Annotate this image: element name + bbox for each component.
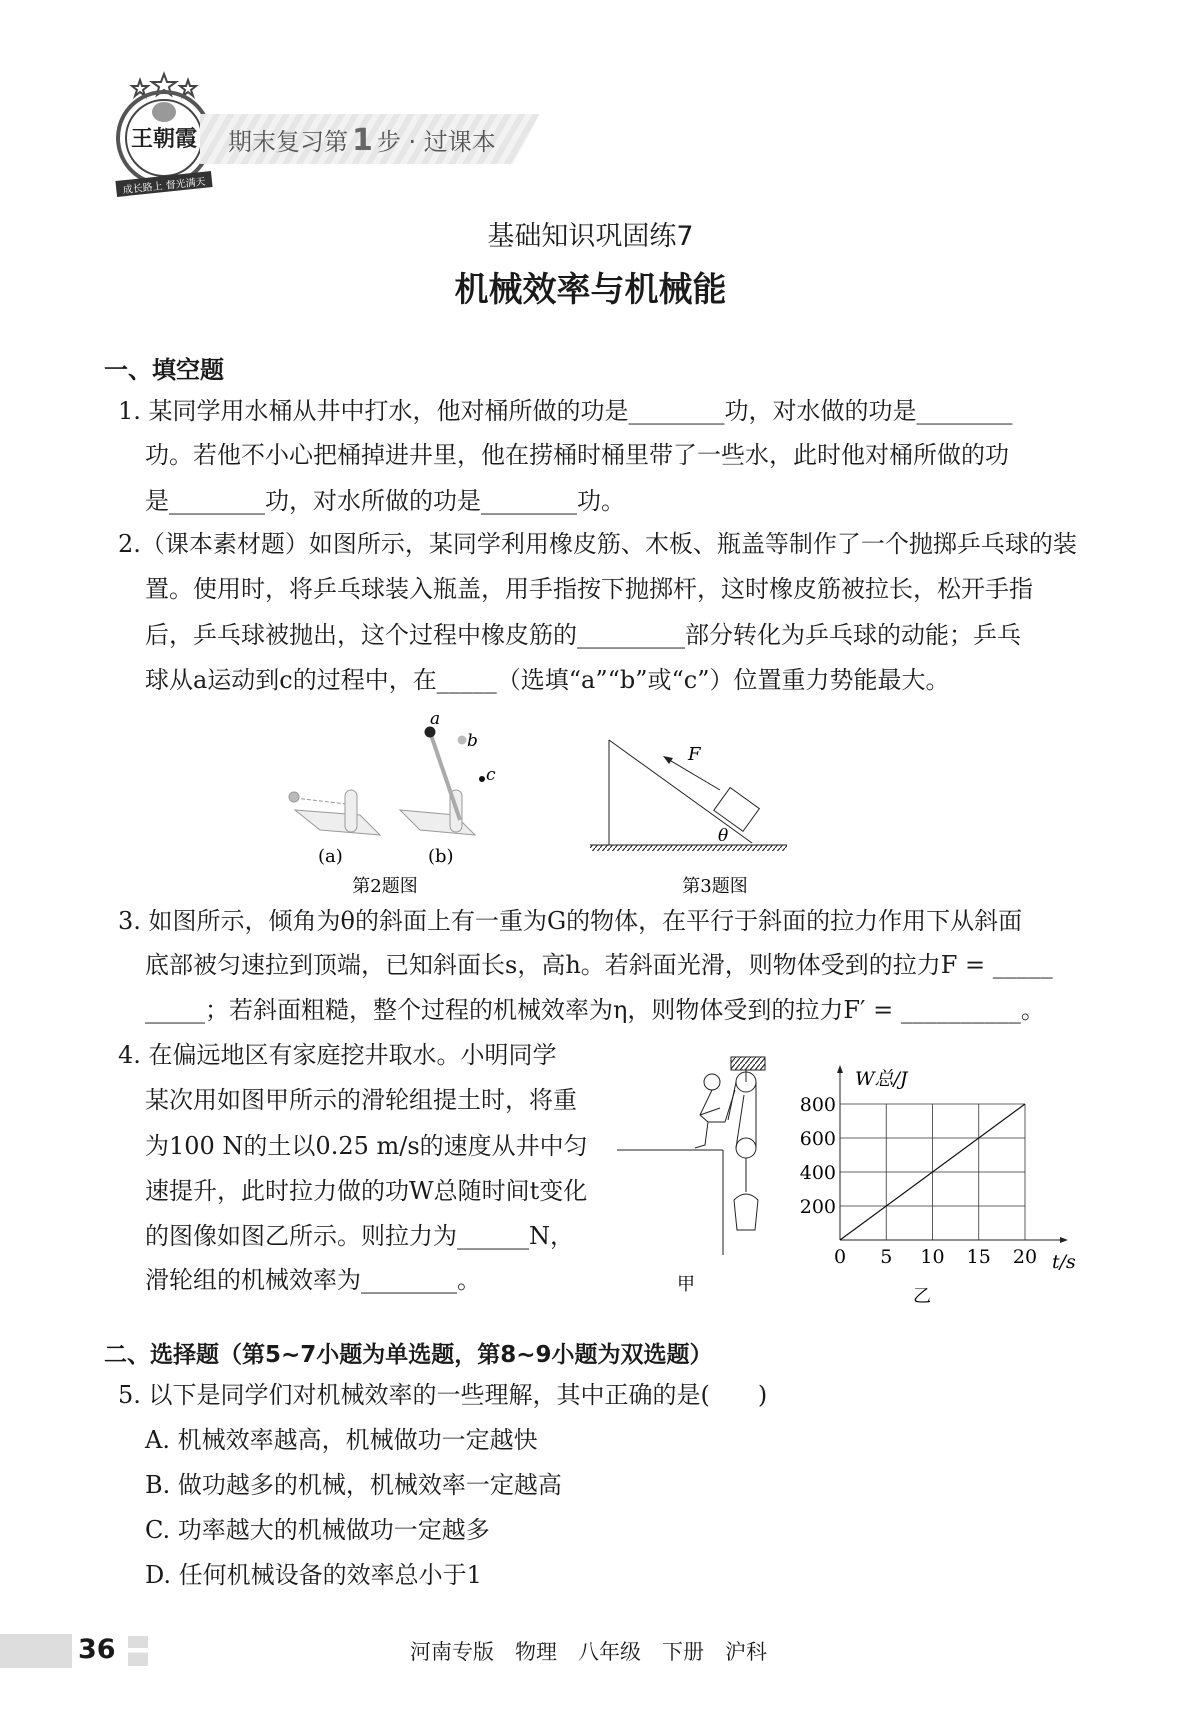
- q3-line: _____；若斜面粗糙，整个过程的机械效率为η，则物体受到的拉力F′ = __________。: [145, 996, 1045, 1024]
- q2-line: 球从a运动到c的过程中，在_____（选填“a”“b”或“c”）位置重力势能最大。: [145, 666, 950, 694]
- q5-stem: 5. 以下是同学们对机械效率的一些理解，其中正确的是( ): [118, 1381, 768, 1409]
- banner-step: 1: [352, 123, 373, 158]
- work-time-chart: [780, 1050, 1090, 1310]
- q5-option-a[interactable]: A. 机械效率越高，机械做功一定越快: [145, 1426, 538, 1454]
- logo-text: 王朝霞: [130, 126, 198, 152]
- x-tick-label: 20: [1012, 1246, 1038, 1268]
- banner-prefix: 期末复习第: [228, 128, 348, 156]
- q3-line: 底部被匀速拉到顶端，已知斜面长s，高h。若斜面光滑，则物体受到的拉力F = _____: [145, 951, 1053, 979]
- page-number: 36: [78, 1634, 116, 1665]
- q4-line: 4. 在偏远地区有家庭挖井取水。小明同学: [118, 1041, 557, 1069]
- q3-line: 3. 如图所示，倾角为θ的斜面上有一重为G的物体，在平行于斜面的拉力作用下从斜面: [118, 907, 1023, 935]
- point-a-label: a: [430, 710, 441, 729]
- figure-jia-label: 甲: [677, 1274, 695, 1295]
- q2-line: 后，乒乓球被抛出，这个过程中橡皮筋的_________部分转化为乒乓球的动能；乒乓: [145, 621, 1021, 649]
- q1-line: 1. 某同学用水桶从井中打水，他对桶所做的功是________功，对水做的功是________: [118, 397, 1013, 425]
- y-tick-label: 400: [799, 1162, 836, 1184]
- y-axis-label: W总/J: [855, 1068, 908, 1090]
- figure-yi-label: 乙: [913, 1286, 931, 1307]
- q5-option-c[interactable]: C. 功率越大的机械做功一定越多: [145, 1516, 490, 1544]
- page-title: 机械效率与机械能: [454, 270, 727, 310]
- y-tick-label: 200: [799, 1196, 836, 1218]
- q5-option-b[interactable]: B. 做功越多的机械，机械效率一定越高: [145, 1471, 562, 1499]
- banner-suffix: 步 · 过课本: [376, 128, 496, 156]
- section-heading-multiple-choice: 二、选择题（第5~7小题为单选题，第8~9小题为双选题）: [104, 1342, 713, 1368]
- banner-title: [228, 122, 496, 158]
- q2-line: 2.（课本素材题）如图所示，某同学利用橡皮筋、木板、瓶盖等制作了一个抛掷乒乓球的装: [118, 530, 1077, 558]
- logo-slogan: 成长路上 督光满天: [122, 176, 207, 197]
- x-axis-label: t/s: [1052, 1251, 1076, 1273]
- x-tick-label: 15: [966, 1246, 991, 1268]
- subtitle: 基础知识巩固练7: [487, 221, 694, 252]
- x-tick-label: 0: [833, 1246, 847, 1268]
- y-axis-arrow: [837, 1065, 843, 1073]
- q4-line: 速提升，此时拉力做的功W总随时间t变化: [145, 1177, 588, 1205]
- point-c-label: c: [486, 765, 496, 785]
- footer-squares: [128, 1636, 148, 1666]
- q1-line: 功。若他不小心把桶掉进井里，他在捞桶时桶里带了一些水，此时他对桶所做的功: [145, 441, 1009, 469]
- q2-line: 置。使用时，将乒乓球装入瓶盖，用手指按下抛掷杆，这时橡皮筋被拉长，松开手指: [145, 575, 1033, 603]
- q4-line: 滑轮组的机械效率为________。: [145, 1266, 481, 1294]
- section-heading-fill-in: 一、填空题: [104, 356, 224, 384]
- y-tick-label: 600: [799, 1128, 836, 1150]
- figure-2-caption: 第2题图: [352, 876, 418, 897]
- block: [714, 788, 760, 832]
- q1-line: 是________功，对水所做的功是________功。: [145, 487, 625, 515]
- book-info: 河南专版 物理 八年级 下册 沪科: [410, 1640, 767, 1664]
- sub-figure-a-label: (a): [318, 846, 343, 867]
- x-axis-arrow: [1060, 1237, 1068, 1243]
- force-label: F: [688, 744, 701, 765]
- catapult-a-image: [289, 790, 380, 835]
- point-b-label: b: [467, 731, 478, 751]
- q4-line: 为100 N的土以0.25 m/s的速度从井中匀: [145, 1132, 588, 1160]
- y-tick-label: 800: [799, 1094, 836, 1116]
- q5-option-d[interactable]: D. 任何机械设备的效率总小于1: [145, 1561, 482, 1589]
- figure-2-catapult: [280, 710, 540, 900]
- x-tick-label: 10: [920, 1246, 945, 1268]
- q4-line: 的图像如图乙所示。则拉力为______N，: [145, 1222, 574, 1250]
- sub-figure-b-label: (b): [428, 846, 454, 867]
- x-tick-label: 5: [880, 1246, 893, 1268]
- figure-3-caption: 第3题图: [682, 876, 748, 897]
- angle-label: θ: [718, 826, 729, 846]
- figure-3-incline: [580, 710, 810, 900]
- footer-bar: [0, 1634, 72, 1668]
- q4-line: 某次用如图甲所示的滑轮组提土时，将重: [145, 1086, 577, 1114]
- figure-4-pulley: [600, 1040, 780, 1310]
